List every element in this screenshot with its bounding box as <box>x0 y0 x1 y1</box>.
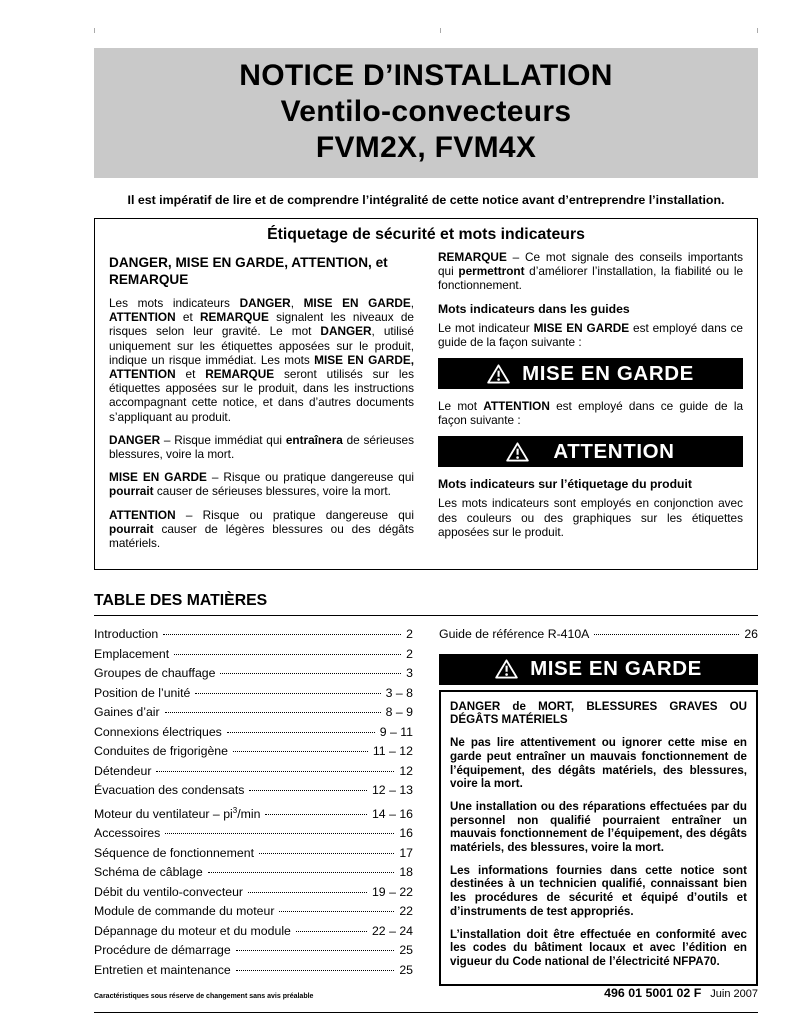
mandatory-read-note: Il est impératif de lire et de comprendre l’intégralité de cette notice avant d’entreprendre l’installation. <box>127 193 725 207</box>
toc-page-number: 3 – 8 <box>385 685 413 700</box>
toc-item-label: Connexions électriques <box>94 724 222 739</box>
toc-item <box>94 801 413 825</box>
warning-triangle-icon <box>495 659 518 679</box>
danger-warning-block <box>439 654 758 986</box>
attention-banner <box>438 436 743 467</box>
warning-paragraph: Ne pas lire attentivement ou ignorer cette mise en garde peut entraîner un mauvais fonctionnement de l’équipement, des dégâts matériels, des blessures, voire la mort. <box>450 736 747 791</box>
toc-dotted-leader <box>165 833 394 834</box>
banner-label: MISE EN GARDE <box>522 361 694 385</box>
toc-item-label: Moteur du ventilateur – $pi^3/\min$ <box>94 805 261 821</box>
toc-page-number: 25 <box>399 962 413 977</box>
warning-heading: DANGER de MORT, BLESSURES GRAVES OU DÉGÂTS MATÉRIELS <box>450 699 747 727</box>
doc-title-line3: FVM2X, FVM4X <box>315 131 537 164</box>
toc-item <box>94 824 413 844</box>
toc-item <box>94 645 413 665</box>
toc-page-number: 12 <box>399 763 413 778</box>
toc-item-label: Groupes de chauffage <box>94 666 216 681</box>
toc-item-label: Guide de référence R-410A <box>439 627 590 642</box>
warning-paragraphs <box>450 736 747 969</box>
mise-en-garde-banner <box>438 358 743 389</box>
warning-paragraph: Une installation ou des réparations effectuées par du personnel non qualifié pourraient entraîner un mauvais fonctionnement de l’équipement, des dégâts matériels, des blessures, voire la mort. <box>450 799 747 855</box>
toc-dotted-leader <box>236 950 395 951</box>
warning-text-box <box>439 690 758 986</box>
warning-paragraph: Les informations fournies dans cette notice sont destinées à un technicien qualifié, connaissant bien les procédures de sécurité et équipé d’outils et d’instruments de test appropriés. <box>450 863 747 918</box>
toc-page-number: 14 – 16 <box>371 806 413 821</box>
warning-triangle-icon <box>506 442 529 462</box>
safety-right-column <box>438 250 743 559</box>
toc-item-label: Procédure de démarrage <box>94 943 231 958</box>
toc-columns <box>94 625 758 985</box>
toc-dotted-leader <box>236 970 395 971</box>
toc-item-label: Débit du ventilo-convecteur <box>94 884 244 899</box>
signal-word-paragraph: Les mots indicateurs DANGER, MISE EN GARDE, ATTENTION et REMARQUE signalent les niveaux de risques selon leur gravité. Le mot DANGER, utilisé uniquement sur les étiquettes apposées sur le produit, indique un risque immédiat. Les mots MISE EN GARDE, ATTENTION et REMARQUE seront utilisés sur les étiquettes apposées sur le produit, dans les instructions accompagnant cette notice, et dans d’autres documents s’appliquant au produit. <box>109 296 415 424</box>
publication-date: Juin 2007 <box>710 988 758 1000</box>
safety-left-column <box>109 250 414 559</box>
toc-dotted-leader <box>174 654 401 655</box>
banner-label: MISE EN GARDE <box>530 657 702 681</box>
toc-item <box>94 762 413 782</box>
toc-page-number: 25 <box>399 943 413 958</box>
document-page <box>94 0 758 1024</box>
toc-column-right <box>439 625 758 985</box>
toc-page-number: 8 – 9 <box>385 705 413 720</box>
toc-page-number: 22 – 24 <box>371 923 413 938</box>
toc-divider-rule <box>94 615 758 616</box>
toc-page-number: 26 <box>744 627 758 642</box>
signal-word-paragraph: ATTENTION – Risque ou pratique dangereuse qui pourrait causer de légères blessures ou des dégâts matériels. <box>109 507 414 551</box>
toc-dotted-leader <box>163 634 401 635</box>
toc-item <box>94 684 413 704</box>
toc-item-label: Accessoires <box>94 826 161 841</box>
toc-title: TABLE DES MATIÈRES <box>94 592 268 610</box>
toc-item-label: Introduction <box>94 627 159 642</box>
mise-en-garde-banner <box>439 654 758 685</box>
toc-dotted-leader <box>220 673 401 674</box>
safety-labeling-section <box>94 218 758 570</box>
toc-dotted-leader <box>296 931 367 932</box>
toc-page-number: 22 <box>399 904 413 919</box>
doc-title-line2: Ventilo-convecteurs <box>280 95 572 128</box>
toc-item-label: Schéma de câblage <box>94 865 203 880</box>
title-banner <box>94 48 758 178</box>
toc-page-number: 3 <box>406 666 413 681</box>
document-number: 496 01 5001 02 F <box>604 986 702 1000</box>
toc-item <box>439 625 758 645</box>
toc-item <box>94 883 413 903</box>
warning-paragraph: L’installation doit être effectuée en conformité avec les codes du bâtiment locaux et avec l’édition en vigueur du Code national de l’électricité NFPA70. <box>450 927 747 968</box>
bottom-rule <box>94 1012 758 1013</box>
toc-dotted-leader <box>594 634 739 635</box>
banner-label: ATTENTION <box>553 439 675 463</box>
toc-column-left <box>94 625 413 985</box>
remarque-paragraph: REMARQUE – Ce mot signale des conseils importants qui permettront d’améliorer l’installation, la fiabilité ou le fonctionnement. <box>438 250 744 293</box>
signal-word-paragraph: MISE EN GARDE – Risque ou pratique dangereuse qui pourrait causer de sérieuses blessures, voire la mort. <box>109 470 414 499</box>
toc-item-label: Module de commande du moteur <box>94 904 275 919</box>
toc-item <box>94 625 413 645</box>
signal-word-paragraph: DANGER – Risque immédiat qui entraînera de sérieuses blessures, voire la mort. <box>109 432 414 462</box>
footer-doc-info <box>604 986 758 1000</box>
product-labeling-subheading: Mots indicateurs sur l’étiquetage du produit <box>438 477 692 492</box>
toc-dotted-leader <box>233 751 368 752</box>
toc-item-label: Position de l’unité <box>94 685 191 700</box>
toc-dotted-leader <box>249 790 367 791</box>
attention-usage-text: Le mot ATTENTION est employé dans ce guide de la façon suivante : <box>438 399 744 428</box>
doc-title-line1: NOTICE D’INSTALLATION <box>239 59 613 92</box>
toc-item <box>94 703 413 723</box>
toc-dotted-leader <box>265 814 367 815</box>
toc-item <box>94 742 413 762</box>
toc-dotted-leader <box>156 771 394 772</box>
warning-triangle-icon <box>487 364 510 384</box>
toc-dotted-leader <box>279 911 394 912</box>
signal-words-paragraphs <box>109 296 414 550</box>
toc-item <box>94 664 413 684</box>
toc-item-label: Emplacement <box>94 646 170 661</box>
toc-page-number: 19 – 22 <box>371 884 413 899</box>
toc-dotted-leader <box>195 693 380 694</box>
toc-dotted-leader <box>248 892 367 893</box>
toc-item-label: Évacuation des condensats <box>94 783 245 798</box>
toc-page-number: 2 <box>406 646 413 661</box>
toc-page-number: 11 – 12 <box>372 744 413 759</box>
safety-section-title: Étiquetage de sécurité et mots indicateurs <box>267 226 585 243</box>
toc-page-number: 16 <box>399 826 413 841</box>
product-labeling-text: Les mots indicateurs sont employés en conjonction avec des couleurs ou des graphiques sur les étiquettes apposées sur le produit. <box>438 496 743 539</box>
toc-page-number: 17 <box>399 845 413 860</box>
toc-item <box>94 844 413 864</box>
guides-subheading: Mots indicateurs dans les guides <box>438 301 630 316</box>
toc-item <box>94 863 413 883</box>
toc-item-label: Séquence de fonctionnement <box>94 845 254 860</box>
toc-item <box>94 941 413 961</box>
toc-dotted-leader <box>165 712 381 713</box>
toc-item <box>94 902 413 922</box>
signal-words-heading: DANGER, MISE EN GARDE, ATTENTION, et REMARQUE <box>109 255 388 287</box>
safety-columns <box>109 250 743 559</box>
toc-item-label: Conduites de frigorigène <box>94 744 228 759</box>
toc-dotted-leader <box>208 872 395 873</box>
toc-item-label: Dépannage du moteur et du module <box>94 923 291 938</box>
toc-item-label: Entretien et maintenance <box>94 962 231 977</box>
mise-en-garde-usage-text: Le mot indicateur MISE EN GARDE est employé dans ce guide de la façon suivante : <box>438 320 743 349</box>
toc-item-label: Détendeur <box>94 763 152 778</box>
toc-page-number: 12 – 13 <box>371 783 413 798</box>
toc-item <box>94 961 413 981</box>
toc-item <box>94 781 413 801</box>
toc-item <box>94 922 413 942</box>
table-of-contents <box>94 592 758 985</box>
toc-page-number: 18 <box>399 865 413 880</box>
toc-dotted-leader <box>259 853 394 854</box>
toc-dotted-leader <box>227 732 375 733</box>
toc-item <box>94 723 413 743</box>
footer-disclaimer: Caractéristiques sous réserve de changement sans avis préalable <box>94 993 314 1000</box>
toc-page-number: 9 – 11 <box>379 724 413 739</box>
toc-item-label: Gaines d’air <box>94 705 160 720</box>
toc-page-number: 2 <box>406 627 413 642</box>
page-footer <box>94 986 758 1000</box>
